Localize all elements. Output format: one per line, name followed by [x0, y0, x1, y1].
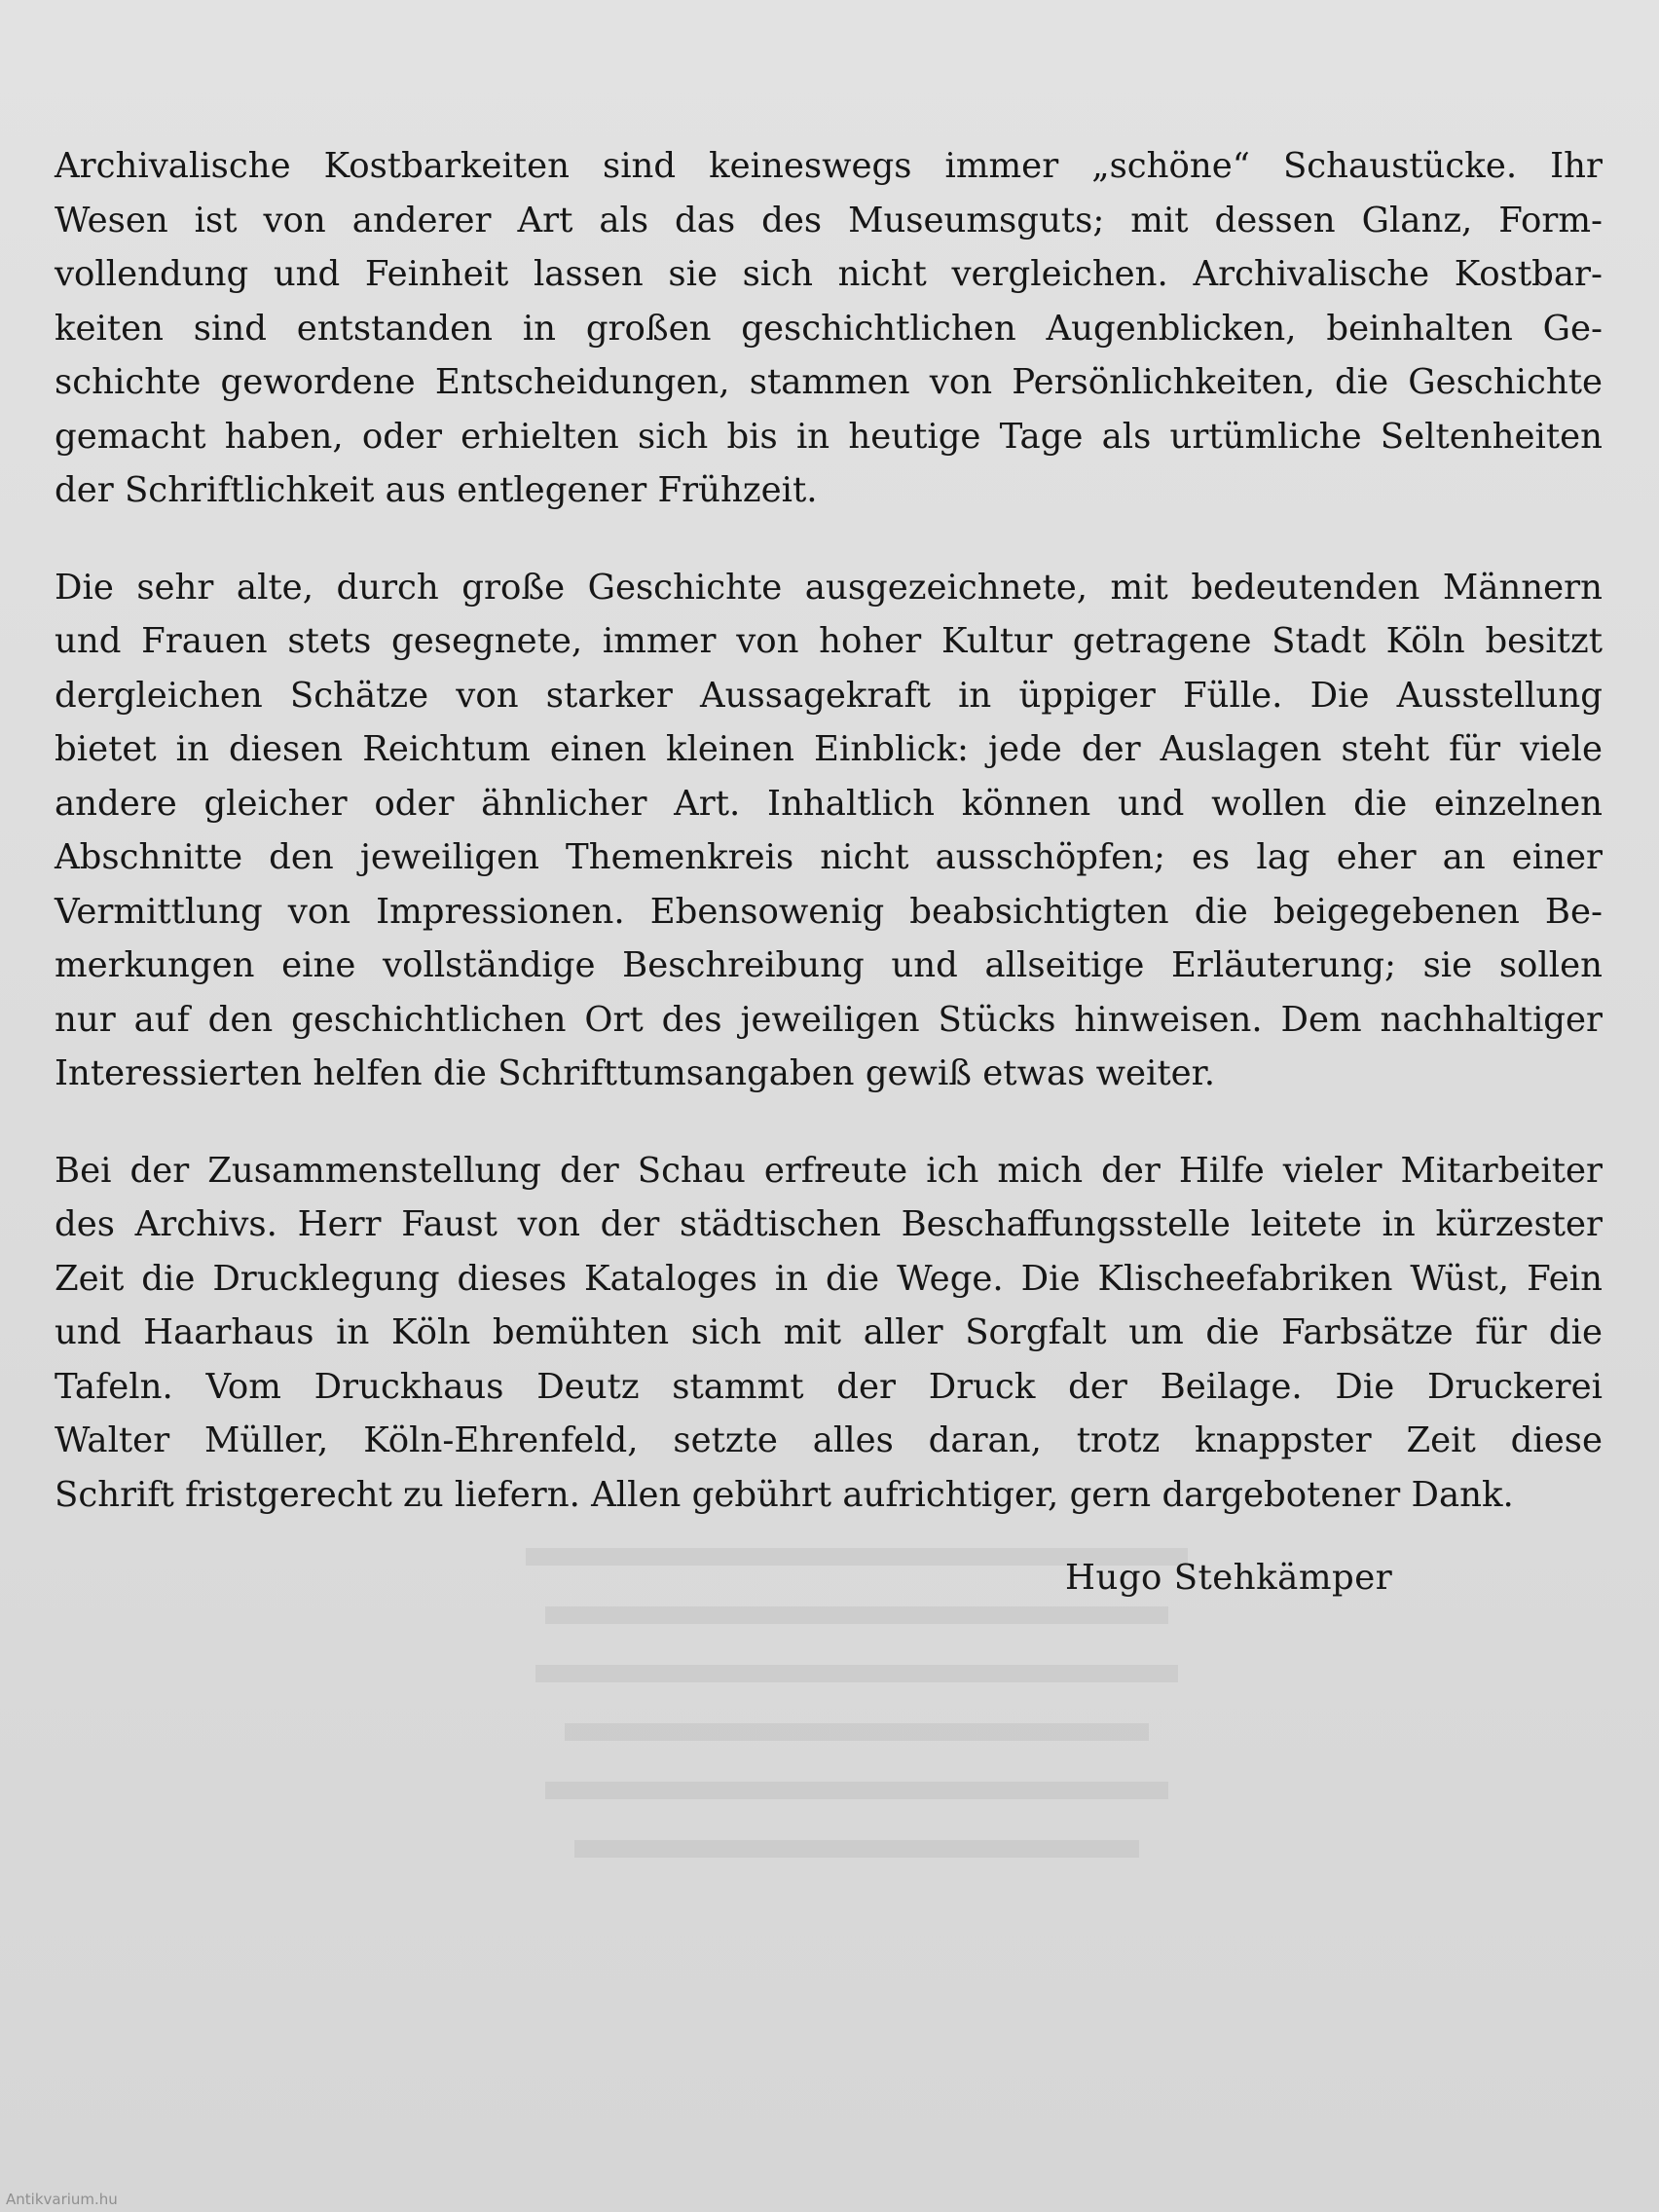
text-line: merkungen eine vollständige Beschreibung und allseitige Erläuterung; sie sollen — [55, 945, 1603, 985]
text-line: Interessierten helfen die Schrifttumsangaben gewiß etwas weiter. — [55, 1053, 1216, 1093]
text-line: Zeit die Drucklegung dieses Kataloges in die Wege. Die Klischeefabriken Wüst, Fein — [55, 1258, 1603, 1299]
text-line: Die sehr alte, durch große Geschichte ausgezeichnete, mit bedeutenden Männern — [55, 567, 1603, 608]
text-line: gemacht haben, oder erhielten sich bis in heutige Tage als urtümliche Seltenheiten — [55, 416, 1603, 457]
text-line: keiten sind entstanden in großen geschichtlichen Augenblicken, beinhalten Ge- — [55, 308, 1603, 349]
text-line: vollendung und Feinheit lassen sie sich nicht vergleichen. Archivalische Kostbar- — [55, 254, 1603, 294]
paragraph-3 — [55, 1144, 1603, 1523]
text-line: Wesen ist von anderer Art als das des Museumsguts; mit dessen Glanz, Form- — [55, 200, 1603, 240]
text-line: dergleichen Schätze von starker Aussagekraft in üppiger Fülle. Die Ausstellung — [55, 675, 1603, 716]
text-line: nur auf den geschichtlichen Ort des jeweiligen Stücks hinweisen. Dem nachhaltiger — [55, 999, 1603, 1040]
text-line: und Frauen stets gesegnete, immer von hoher Kultur getragene Stadt Köln besitzt — [55, 621, 1603, 661]
author-signature: Hugo Stehkämper — [1065, 1558, 1393, 1598]
text-line: Vermittlung von Impressionen. Ebensowenig beabsichtigten die beigegebenen Be- — [55, 891, 1603, 932]
text-line: andere gleicher oder ähnlicher Art. Inhaltlich können und wollen die einzelnen — [55, 783, 1603, 824]
text-line: Archivalische Kostbarkeiten sind keineswegs immer „schöne“ Schaustücke. Ihr — [55, 146, 1603, 186]
body-text — [55, 139, 1603, 1565]
text-line: des Archivs. Herr Faust von der städtischen Beschaffungsstelle leitete in kürzester — [55, 1204, 1603, 1244]
text-line: Abschnitte den jeweiligen Themenkreis nicht ausschöpfen; es lag eher an einer — [55, 837, 1603, 877]
text-line: und Haarhaus in Köln bemühten sich mit aller Sorgfalt um die Farbsätze für die — [55, 1312, 1603, 1352]
text-line: schichte gewordene Entscheidungen, stammen von Persönlichkeiten, die Geschichte — [55, 362, 1603, 402]
text-line: der Schriftlichkeit aus entlegener Frühzeit. — [55, 470, 818, 510]
text-line: Walter Müller, Köln-Ehrenfeld, setzte alles daran, trotz knappster Zeit diese — [55, 1420, 1603, 1460]
paragraph-2 — [55, 561, 1603, 1101]
text-line: bietet in diesen Reichtum einen kleinen Einblick: jede der Auslagen steht für viele — [55, 729, 1603, 769]
text-line: Tafeln. Vom Druckhaus Deutz stammt der Druck der Beilage. Die Druckerei — [55, 1366, 1603, 1407]
paragraph-1 — [55, 139, 1603, 518]
watermark-text: Antikvarium.hu — [6, 2191, 118, 2208]
text-line: Schrift fristgerecht zu liefern. Allen gebührt aufrichtiger, gern dargebotener Dank. — [55, 1474, 1514, 1515]
text-line: Bei der Zusammenstellung der Schau erfreute ich mich der Hilfe vieler Mitarbeiter — [55, 1150, 1603, 1191]
